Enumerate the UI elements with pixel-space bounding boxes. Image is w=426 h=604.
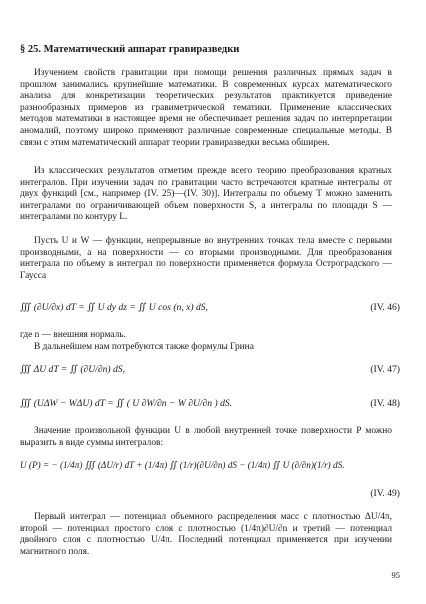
text-green-intro: В дальнейшем нам потребуются также формулы Грина [34,342,254,352]
paragraph-arbitrary-function: Значение произвольной функции U в любой внутренней точке поверхности P можно выразить в виде суммы интегралов: [20,426,392,448]
equation-iv-48-label: (IV. 48) [370,398,400,409]
equation-iv-49 [20,460,400,478]
paragraph-intro: Изучением свойств гравитации при помощи решения различных прямых задач в прошлом занимались крупнейшие математики. В современных курсах математического анализа для конкретизации теоретических результатов практикуется приведение разнообразных примеров из гравиметрической тематики. Применение классических методов математики в настоящее время не обеспечивает решения задач по интерпретации аномалий, поэтому широко применяют различные современные специальные методы. В связи с этим математический аппарат теории гравиразведки весьма обширен. [20,68,392,148]
equation-iv-46 [20,302,400,320]
equation-iv-48-formula: ∭ (UΔW − WΔU) dT = ∬ ( U ∂W/∂n − W ∂U/∂n ) dS. [20,398,233,409]
page-number: 95 [391,570,400,580]
text-normal-definition: где n — внешняя нормаль. [20,330,126,340]
paragraph-potentials: Первый интеграл — потенциал объемного распределения масс с плотностью ΔU/4π, второй — потенциал простого слоя с плотностью (1/4π)∂U/∂n и третий — потенциал двойного слоя с плотностью U/4π. Последний потенциал применяется при изучении магнитного поля. [20,512,392,557]
equation-iv-47 [20,364,400,382]
paragraph-integrals: Из классических результатов отметим прежде всего теорию преобразования кратных интегралов. При изучении задач по гравитации часто встречаются кратные интегралы от двух функций [см., например (IV. 25)—(IV. 30)]. Интегралы по объему T можно заменить интегралами по ограничивающей объем поверхности S, а интегралы по площади S — интегралами по контуру L. [20,166,392,223]
equation-iv-48 [20,398,400,416]
equation-iv-49-formula: U (P) = − (1/4π) ∭ (ΔU/r) dT + (1/4π) ∬ (1/r)(∂U/∂n) dS − (1/4π) ∬ U (∂/∂n)(1/r) dS. [20,460,345,470]
equation-iv-47-label: (IV. 47) [370,364,400,375]
equation-iv-46-label: (IV. 46) [370,302,400,313]
equation-iv-49-label: (IV. 49) [370,488,400,499]
paragraph-functions: Пусть U и W — функции, непрерывные во внутренних точках тела вместе с первыми производными, а на поверхности — со вторыми производными. Для преобразования интеграла по объему в интеграл по поверхности применяется формула Остроградского — Гаусса [20,236,392,281]
equation-iv-46-formula: ∭ (∂U/∂x) dT = ∬ U dy dz = ∬ U cos (n, x) dS, [20,302,208,313]
equation-iv-47-formula: ∭ ΔU dT = ∬ (∂U/∂n) dS, [20,364,125,375]
section-title: § 25. Математический аппарат гравиразведки [20,44,240,55]
